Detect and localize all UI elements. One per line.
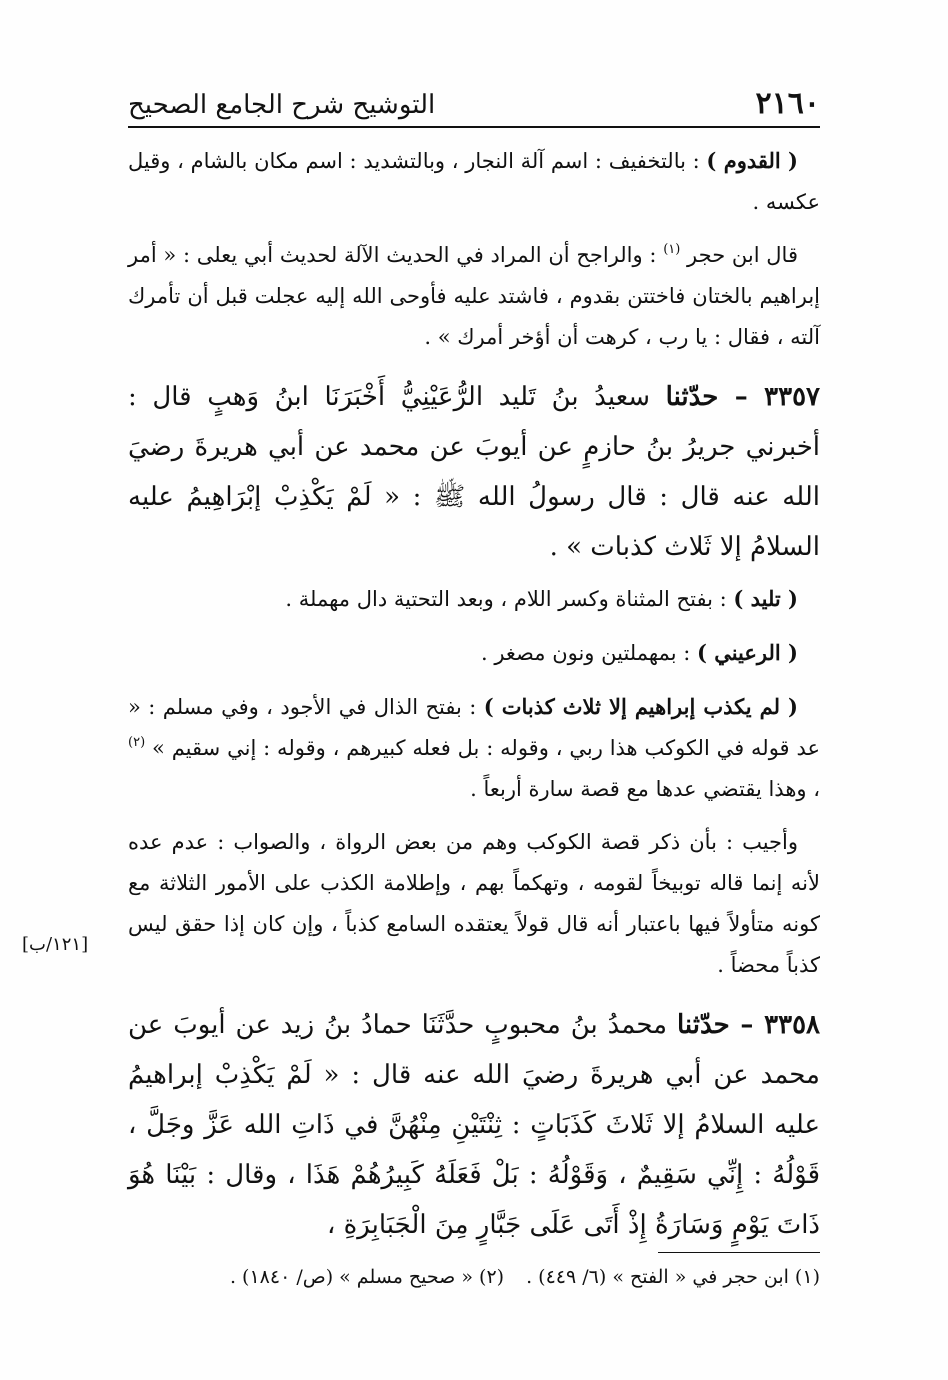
commentary-text: قال ابن حجر	[680, 243, 798, 267]
commentary-text: : والراجح أن المراد في الحديث الآلة لحديث أبي يعلى : « أمر إبراهيم بالختان فاختتن بقدوم ، فاشتد عليه فأوحى الله إليه عجلت قبل أن تأمرك آلته ، فقال : يا رب ، كرهت أن أؤخر أمرك » .	[128, 243, 820, 349]
manuscript-folio-note: [١٢١/ب]	[22, 934, 89, 955]
commentary-text: : بفتح المثناة وكسر اللام ، وبعد التحتية دال مهملة .	[285, 587, 734, 611]
commentary-text: : بمهملتين ونون مصغر .	[480, 641, 697, 665]
page-header	[128, 80, 820, 128]
narration-keyword: – حدّثنا	[665, 382, 765, 412]
commentary-text: : بفتح الذال في الأجود ، وفي مسلم : « عد قوله في الكوكب هذا ربي ، وقوله : بل فعله كبيرهم ، وقوله : إني سقيم »	[128, 695, 820, 760]
glossed-term: ( الرعيني )	[696, 640, 798, 665]
hadith-number: ٣٣٥٧	[764, 382, 820, 412]
hadith-text: سعيدُ بنُ تَليد الرُّعَيْنِيُّ أَخْبَرَنَا ابنُ وَهبٍ قال : أخبرني جريرُ بنُ حازمٍ عن أيوبَ عن محمد عن أبي هريرةَ رضيَ الله عنه قال : قال رسولُ الله ﷺ : « لَمْ يَكْذِبْ إبْرَاهِيمُ عليه السلامُ إلا ثَلاث كذبات » .	[128, 382, 820, 562]
hadith-number: ٣٣٥٨	[764, 1010, 820, 1040]
footnote: (٢) « صحيح مسلم » (ص/ ١٨٤٠) .	[229, 1266, 505, 1288]
hadith-text: محمدُ بنُ محبوبٍ حدَّثَنَا حمادُ بنُ زيد عن أيوبَ عن محمد عن أبي هريرةَ رضيَ الله عنه قال : « لَمْ يَكْذِبْ إبراهيمُ عليه السلامُ إلا ثَلاثَ كَذَبَاتٍ : ثِنْتَيْنِ مِنْهُنَّ في ذَاتِ الله عَزَّ وجَلَّ ، قَوْلُهُ : إِنِّي سَقِيمٌ ، وَقَوْلُهُ : بَلْ فَعَلَهُ كَبِيرُهُمْ هَذَا ، وقال : بَيْنَا هُوَ ذَاتَ يَوْمٍ وَسَارَةُ إِذْ أَتَى عَلَى جَبَّارٍ مِنَ الْجَبَابِرَةِ ،	[128, 1010, 820, 1240]
running-title: التوشيح شرح الجامع الصحيح	[128, 90, 436, 120]
glossed-term: ( تليد )	[733, 586, 798, 611]
commentary-text: : بالتخفيف : اسم آلة النجار ، وبالتشديد : اسم مكان بالشام ، وقيل عكسه .	[128, 149, 820, 214]
commentary-paragraph	[128, 140, 820, 223]
commentary-text: ، وهذا يقتضي عدها مع قصة سارة أربعاً .	[470, 777, 820, 801]
footnote: (١) ابن حجر في « الفتح » (٦/ ٤٤٩) .	[526, 1266, 820, 1288]
commentary-paragraph	[128, 632, 820, 674]
footnote-divider	[658, 1252, 820, 1253]
commentary-paragraph	[128, 822, 820, 986]
footnotes	[128, 1262, 820, 1292]
commentary-paragraph	[128, 235, 820, 358]
glossed-term: ( لم يكذب إبراهيم إلا ثلاث كذبات )	[483, 694, 798, 719]
commentary-paragraph	[128, 578, 820, 620]
commentary-text: وأجيب : بأن ذكر قصة الكوكب وهم من بعض الرواة ، والصواب : عدم عده لأنه إنما قاله توبيخاً لقومه ، وتهكماً بهم ، وإطلامة الكذب على الأمور الثلاثة مع كونه متأولاً فيها باعتبار أنه قال قولاً يعتقده السامع كذباً ، وإن كان إذا حقق ليس كذباً محضاً .	[128, 830, 820, 977]
page-number: ٢١٦٠	[755, 86, 820, 121]
hadith-paragraph	[128, 372, 820, 572]
page-body	[128, 140, 820, 1250]
glossed-term: ( القدوم )	[706, 148, 798, 173]
footnote-reference: (٢)	[128, 735, 146, 750]
footnote-reference: (١)	[663, 242, 681, 257]
hadith-paragraph	[128, 1000, 820, 1250]
narration-keyword: – حدّثنا	[676, 1010, 765, 1040]
commentary-paragraph	[128, 686, 820, 810]
